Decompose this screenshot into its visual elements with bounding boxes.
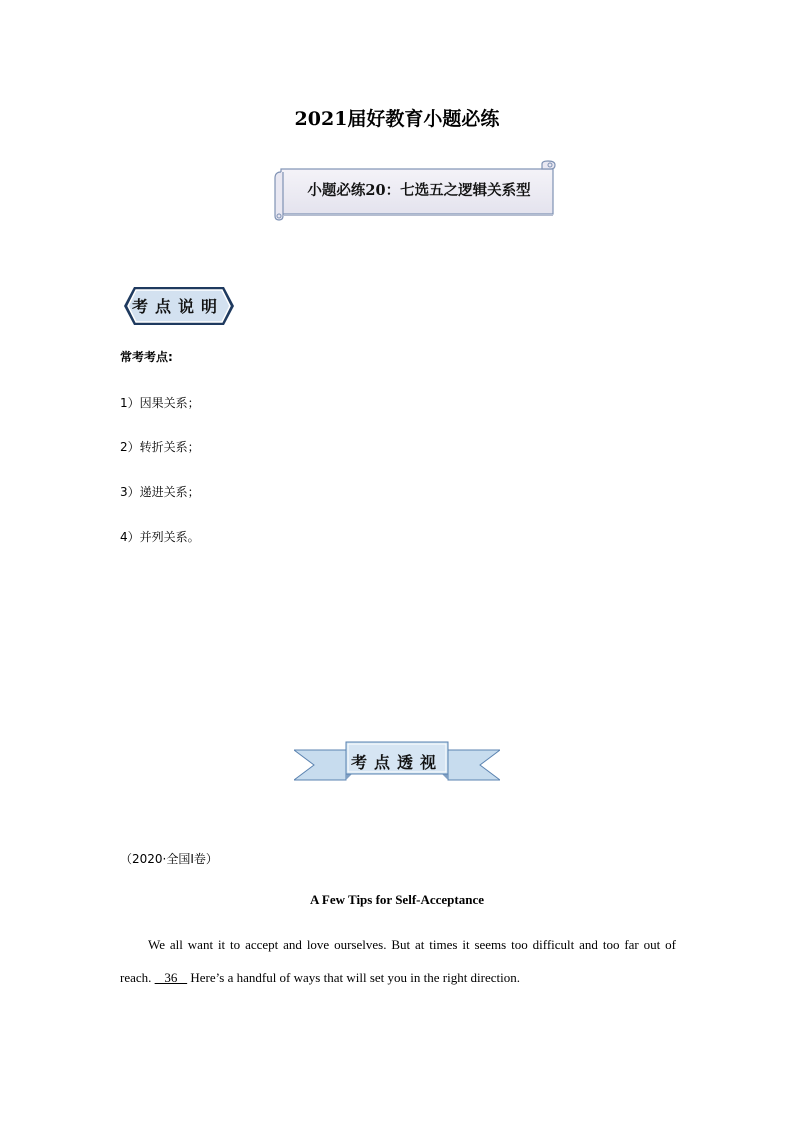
answer-blank-36[interactable]: 36 <box>154 970 188 985</box>
ribbon-banner-label: 考点透视 <box>350 753 443 772</box>
key-point-item: 1）因果关系； <box>120 396 200 410</box>
passage-text-part1: We all want it to accept and love ourselves. But at times it seems too difficult and too far out of reach. <box>120 937 676 985</box>
scroll-banner-label: 小题必练20：七选五之逻辑关系型 <box>307 182 531 199</box>
passage-text-part2: Here’s a handful of ways that will set you in the right direction. <box>190 970 521 985</box>
key-points-heading: 常考考点: <box>120 350 173 364</box>
exam-source: （2020·全国I卷） <box>120 852 218 866</box>
key-point-item: 3）递进关系； <box>120 485 200 499</box>
section-badge-explanation <box>122 285 236 327</box>
scroll-banner <box>272 160 560 222</box>
document-title: 2021届好教育小题必练 <box>294 108 500 130</box>
key-point-item: 4）并列关系。 <box>120 530 200 544</box>
passage-title: A Few Tips for Self-Acceptance <box>309 892 485 907</box>
section-badge-label: 考点说明 <box>131 297 224 316</box>
passage-paragraph <box>120 928 676 994</box>
key-point-item: 2）转折关系； <box>120 440 200 454</box>
ribbon-banner <box>294 740 500 782</box>
